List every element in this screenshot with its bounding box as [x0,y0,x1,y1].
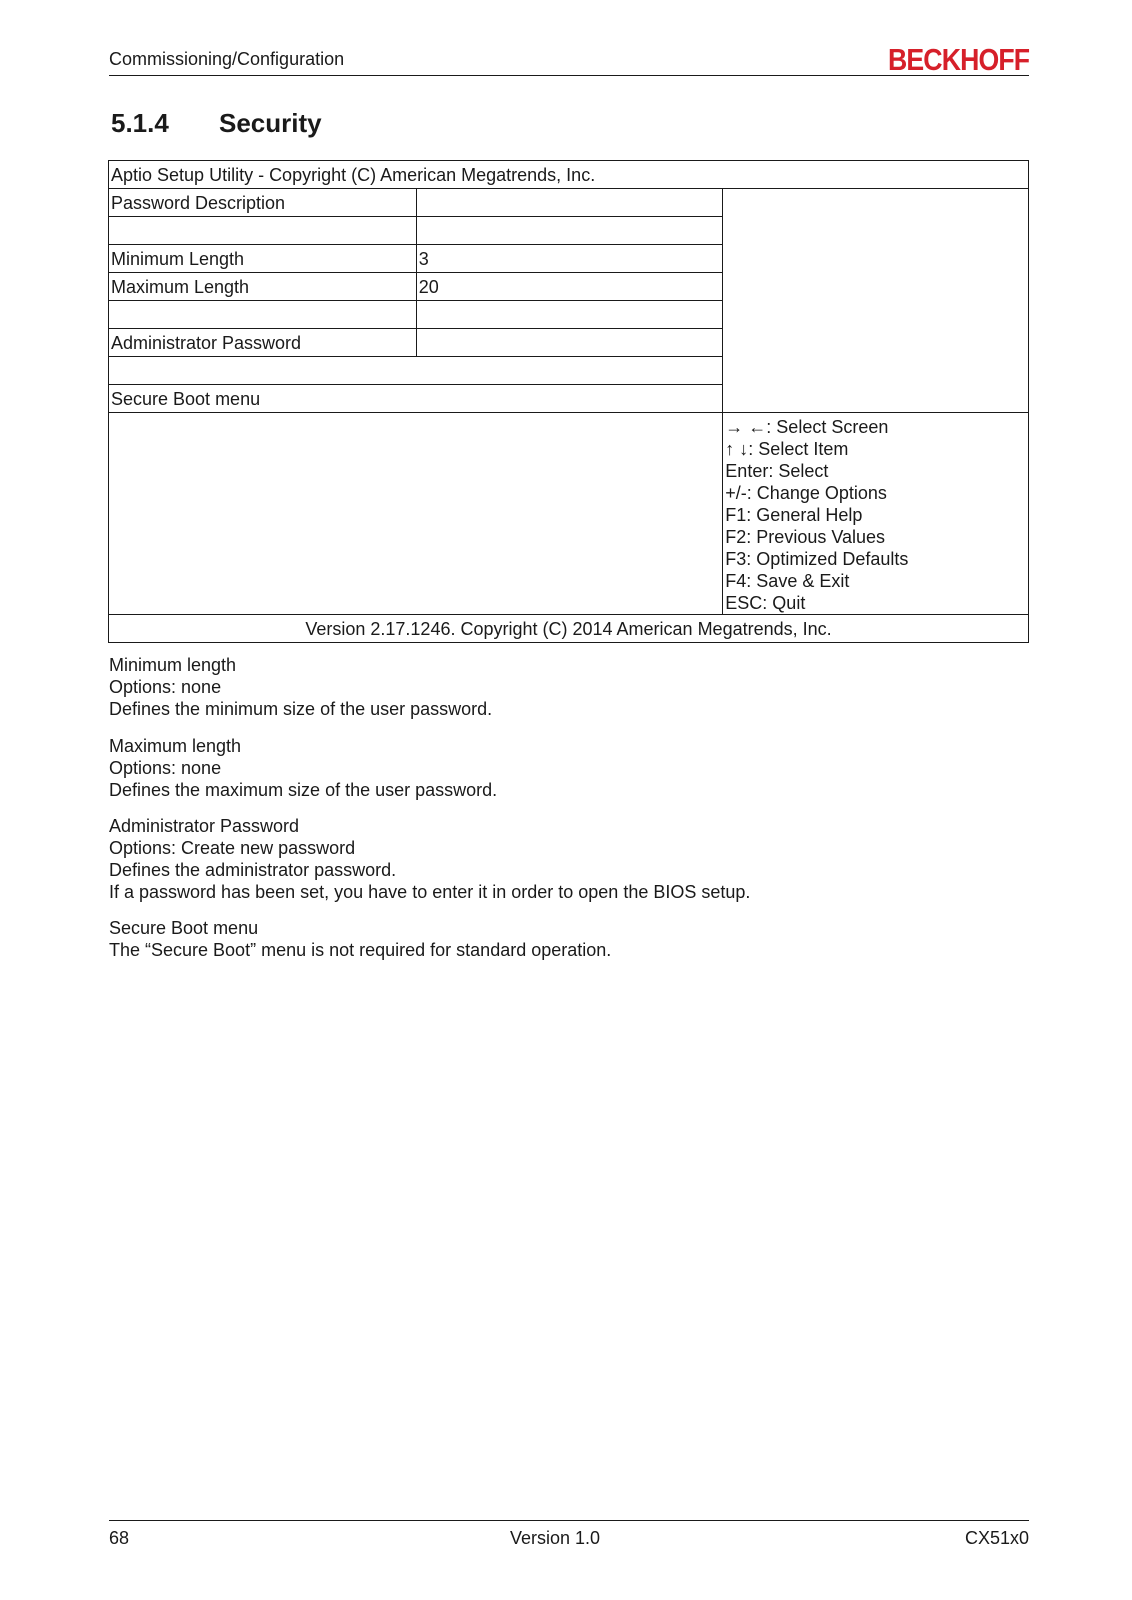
description-line: Defines the maximum size of the user password. [109,780,498,800]
page-header [109,42,1029,77]
page-number: 68 [109,1528,130,1548]
description-line: Maximum length [109,736,242,756]
section-number: 5.1.4 [111,108,169,138]
key-hint: F1: General Help [725,505,863,525]
description-line: If a password has been set, you have to enter it in order to open the BIOS setup. [109,882,751,902]
key-hint: ESC: Quit [725,593,806,613]
page-footer [109,1520,1029,1548]
description-line: The “Secure Boot” menu is not required for standard operation. [109,940,612,960]
section-heading [111,108,322,139]
document-version: Version 1.0 [510,1528,601,1548]
empty-row [109,217,417,245]
administrator-password-value[interactable] [416,329,723,357]
product-name: CX51x0 [964,1528,1029,1548]
minimum-length-label: Minimum Length [109,245,417,273]
bios-screen-table [108,160,1029,643]
password-description-label: Password Description [109,189,417,217]
description-line: Defines the administrator password. [109,860,397,880]
description-line: Defines the minimum size of the user password. [109,699,493,719]
empty-row [109,301,417,329]
maximum-length-value[interactable]: 20 [416,273,723,301]
key-hints [723,413,1029,615]
description-line: Options: none [109,677,222,697]
bios-version: Version 2.17.1246. Copyright (C) 2014 American Megatrends, Inc. [109,615,1029,643]
bios-title: Aptio Setup Utility - Copyright (C) American Megatrends, Inc. [109,161,1029,189]
minimum-length-value[interactable]: 3 [416,245,723,273]
empty-row-value [416,301,723,329]
description-maximum-length [109,735,497,801]
description-administrator-password [109,815,750,903]
empty-row [109,357,723,385]
description-line: Secure Boot menu [109,918,259,938]
secure-boot-menu-item[interactable]: Secure Boot menu [109,385,723,413]
key-hint: F4: Save & Exit [725,571,850,591]
header-section-title: Commissioning/Configuration [109,49,345,69]
description-line: Administrator Password [109,816,300,836]
description-secure-boot [109,917,611,961]
item-help-area [109,413,723,615]
maximum-length-label: Maximum Length [109,273,417,301]
description-minimum-length [109,654,492,720]
empty-row-value [416,217,723,245]
key-hint: → ←: Select Screen [725,417,889,437]
description-line: Minimum length [109,655,237,675]
description-line: Options: Create new password [109,838,356,858]
beckhoff-logo: BECKHOFF [887,42,1029,77]
help-panel [723,189,1029,413]
password-description-value [416,189,723,217]
key-hint: ↑ ↓: Select Item [725,439,849,459]
description-line: Options: none [109,758,222,778]
key-hint: F2: Previous Values [725,527,886,547]
key-hint: +/-: Change Options [725,483,887,503]
key-hint: F3: Optimized Defaults [725,549,909,569]
section-title: Security [219,108,322,138]
key-hint: Enter: Select [725,461,829,481]
administrator-password-label: Administrator Password [109,329,417,357]
